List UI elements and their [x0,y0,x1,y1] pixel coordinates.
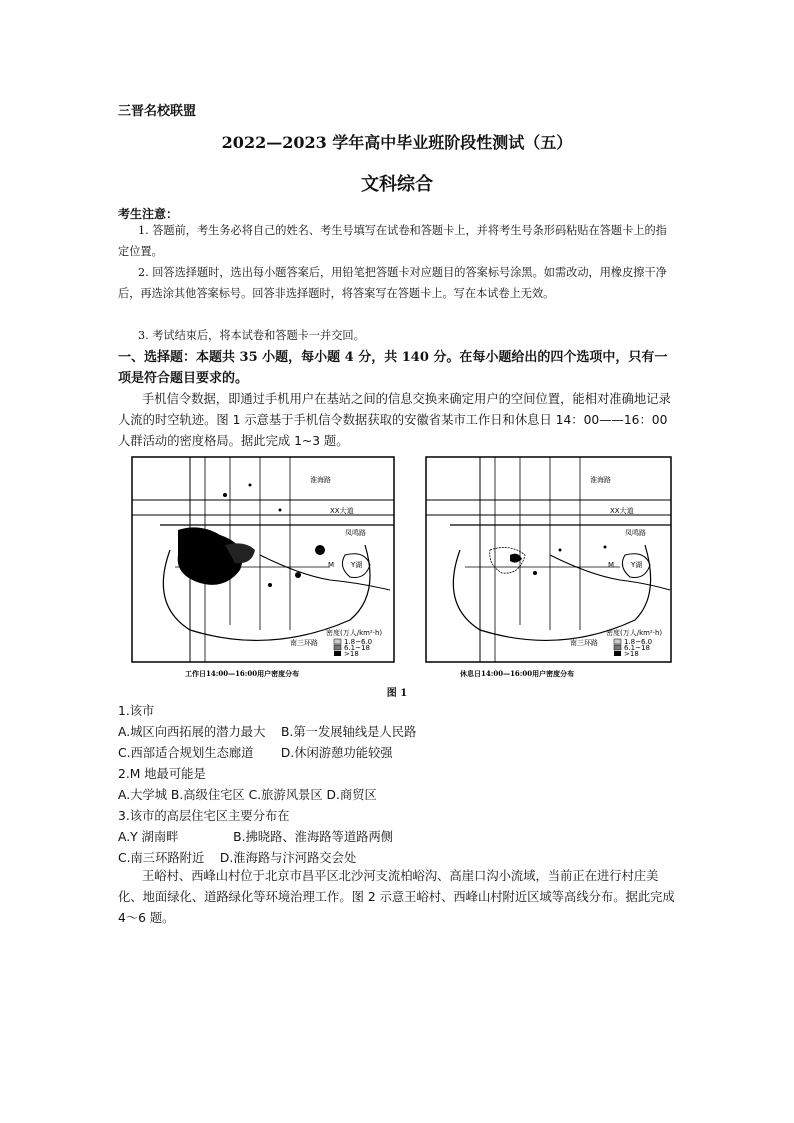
marker-m-left: M [328,561,335,569]
figure-1 [130,455,675,680]
road-label-left-4: 南三环路 [290,639,318,647]
svg-text:6.1~18: 6.1~18 [624,644,650,652]
caption-left: 工作日14:00—16:00用户密度分布 [185,669,300,678]
intro-paragraph-2: 王峪村、西峰山村位于北京市昌平区北沙河支流柏峪沟、高崖口沟小流域，当前正在进行村庄美化、地面绿化、道路绿化等环境治理工作。图 2 示意王峪村、西峰山村附近区域等高线分布。据此完成 4～6 题。 [118,869,675,925]
road-label-left-2: XX大道 [330,507,354,515]
road-label-left-1: 淮海路 [310,476,331,484]
road-label-right-2: XX大道 [610,507,634,515]
weekend-map [426,457,671,678]
section-heading: 一、选择题：本题共 35 小题，每小题 4 分，共 140 分。在每小题给出的四个选项中，只有一项是符合题目要求的。 [118,350,668,386]
question-1-options-b: C.西部适合规划生态廊道 D.休闲游憩功能较强 [118,746,393,760]
lake-label-left: Y湖 [351,561,363,569]
question-2-stem: 2.M 地最可能是 [118,767,206,781]
question-3-stem: 3.该市的高层住宅区主要分布在 [118,809,290,823]
notice-item-2: 2. 回答选择题时，选出每小题答案后，用铅笔把答题卡对应题目的答案标号涂黑。如需改动，用橡皮擦干净后，再选涂其他答案标号。回答非选择题时，将答案写在答题卡上。写在本试卷上无效。 [118,266,667,300]
caption-right: 休息日14:00—16:00用户密度分布 [460,669,575,678]
notice-item-1: 1. 答题前，考生务必将自己的姓名、考生号填写在试卷和答题卡上，并将考生号条形码粘贴在答题卡上的指定位置。 [118,224,667,258]
question-2-options: A.大学城 B.高级住宅区 C.旅游风景区 D.商贸区 [118,788,377,802]
svg-text:1.8~6.0: 1.8~6.0 [624,638,653,646]
svg-text:1.8~6.0: 1.8~6.0 [344,638,373,646]
intro-paragraph-1: 手机信令数据，即通过手机用户在基站之间的信息交换来确定用户的空间位置，能相对准确地记录人流的时空轨迹。图 1 示意基于手机信令数据获取的安徽省某市工作日和休息日 14：00——16：00 人群活动的密度格局。据此完成 1~3 题。 [118,392,671,448]
question-1-stem: 1.该市 [118,704,155,718]
road-label-left-3: 凤鸣路 [345,529,366,537]
question-1-options-a: A.城区向西拓展的潜力最大 B.第一发展轴线是人民路 [118,725,417,739]
road-label-right-1: 淮海路 [590,476,611,484]
notice-heading: 考生注意： [118,207,179,221]
lake-label-right: Y湖 [631,561,643,569]
road-label-right-3: 凤鸣路 [625,529,646,537]
figure-label: 图 1 [386,688,408,699]
workday-map [132,457,394,678]
brand-name: 三晋名校联盟 [118,104,197,119]
svg-text:密度(万人/km²·h): 密度(万人/km²·h) [326,629,383,637]
road-label-right-4: 南三环路 [570,639,598,647]
svg-text:6.1~18: 6.1~18 [344,644,370,652]
marker-m-right: M [608,561,615,569]
exam-title: 2022—2023 学年高中毕业班阶段性测试（五） [221,133,573,152]
svg-text:>18: >18 [344,650,359,658]
svg-text:密度(万人/km²·h): 密度(万人/km²·h) [606,629,663,637]
svg-text:>18: >18 [624,650,639,658]
exam-subject: 文科综合 [361,174,433,195]
question-3-options-b: C.南三环路附近 D.淮海路与汴河路交会处 [118,851,357,865]
notice-item-3: 3. 考试结束后，将本试卷和答题卡一并交回。 [138,329,365,342]
question-3-options-a: A.Y 湖南畔 B.拂晓路、淮海路等道路两侧 [118,830,394,844]
